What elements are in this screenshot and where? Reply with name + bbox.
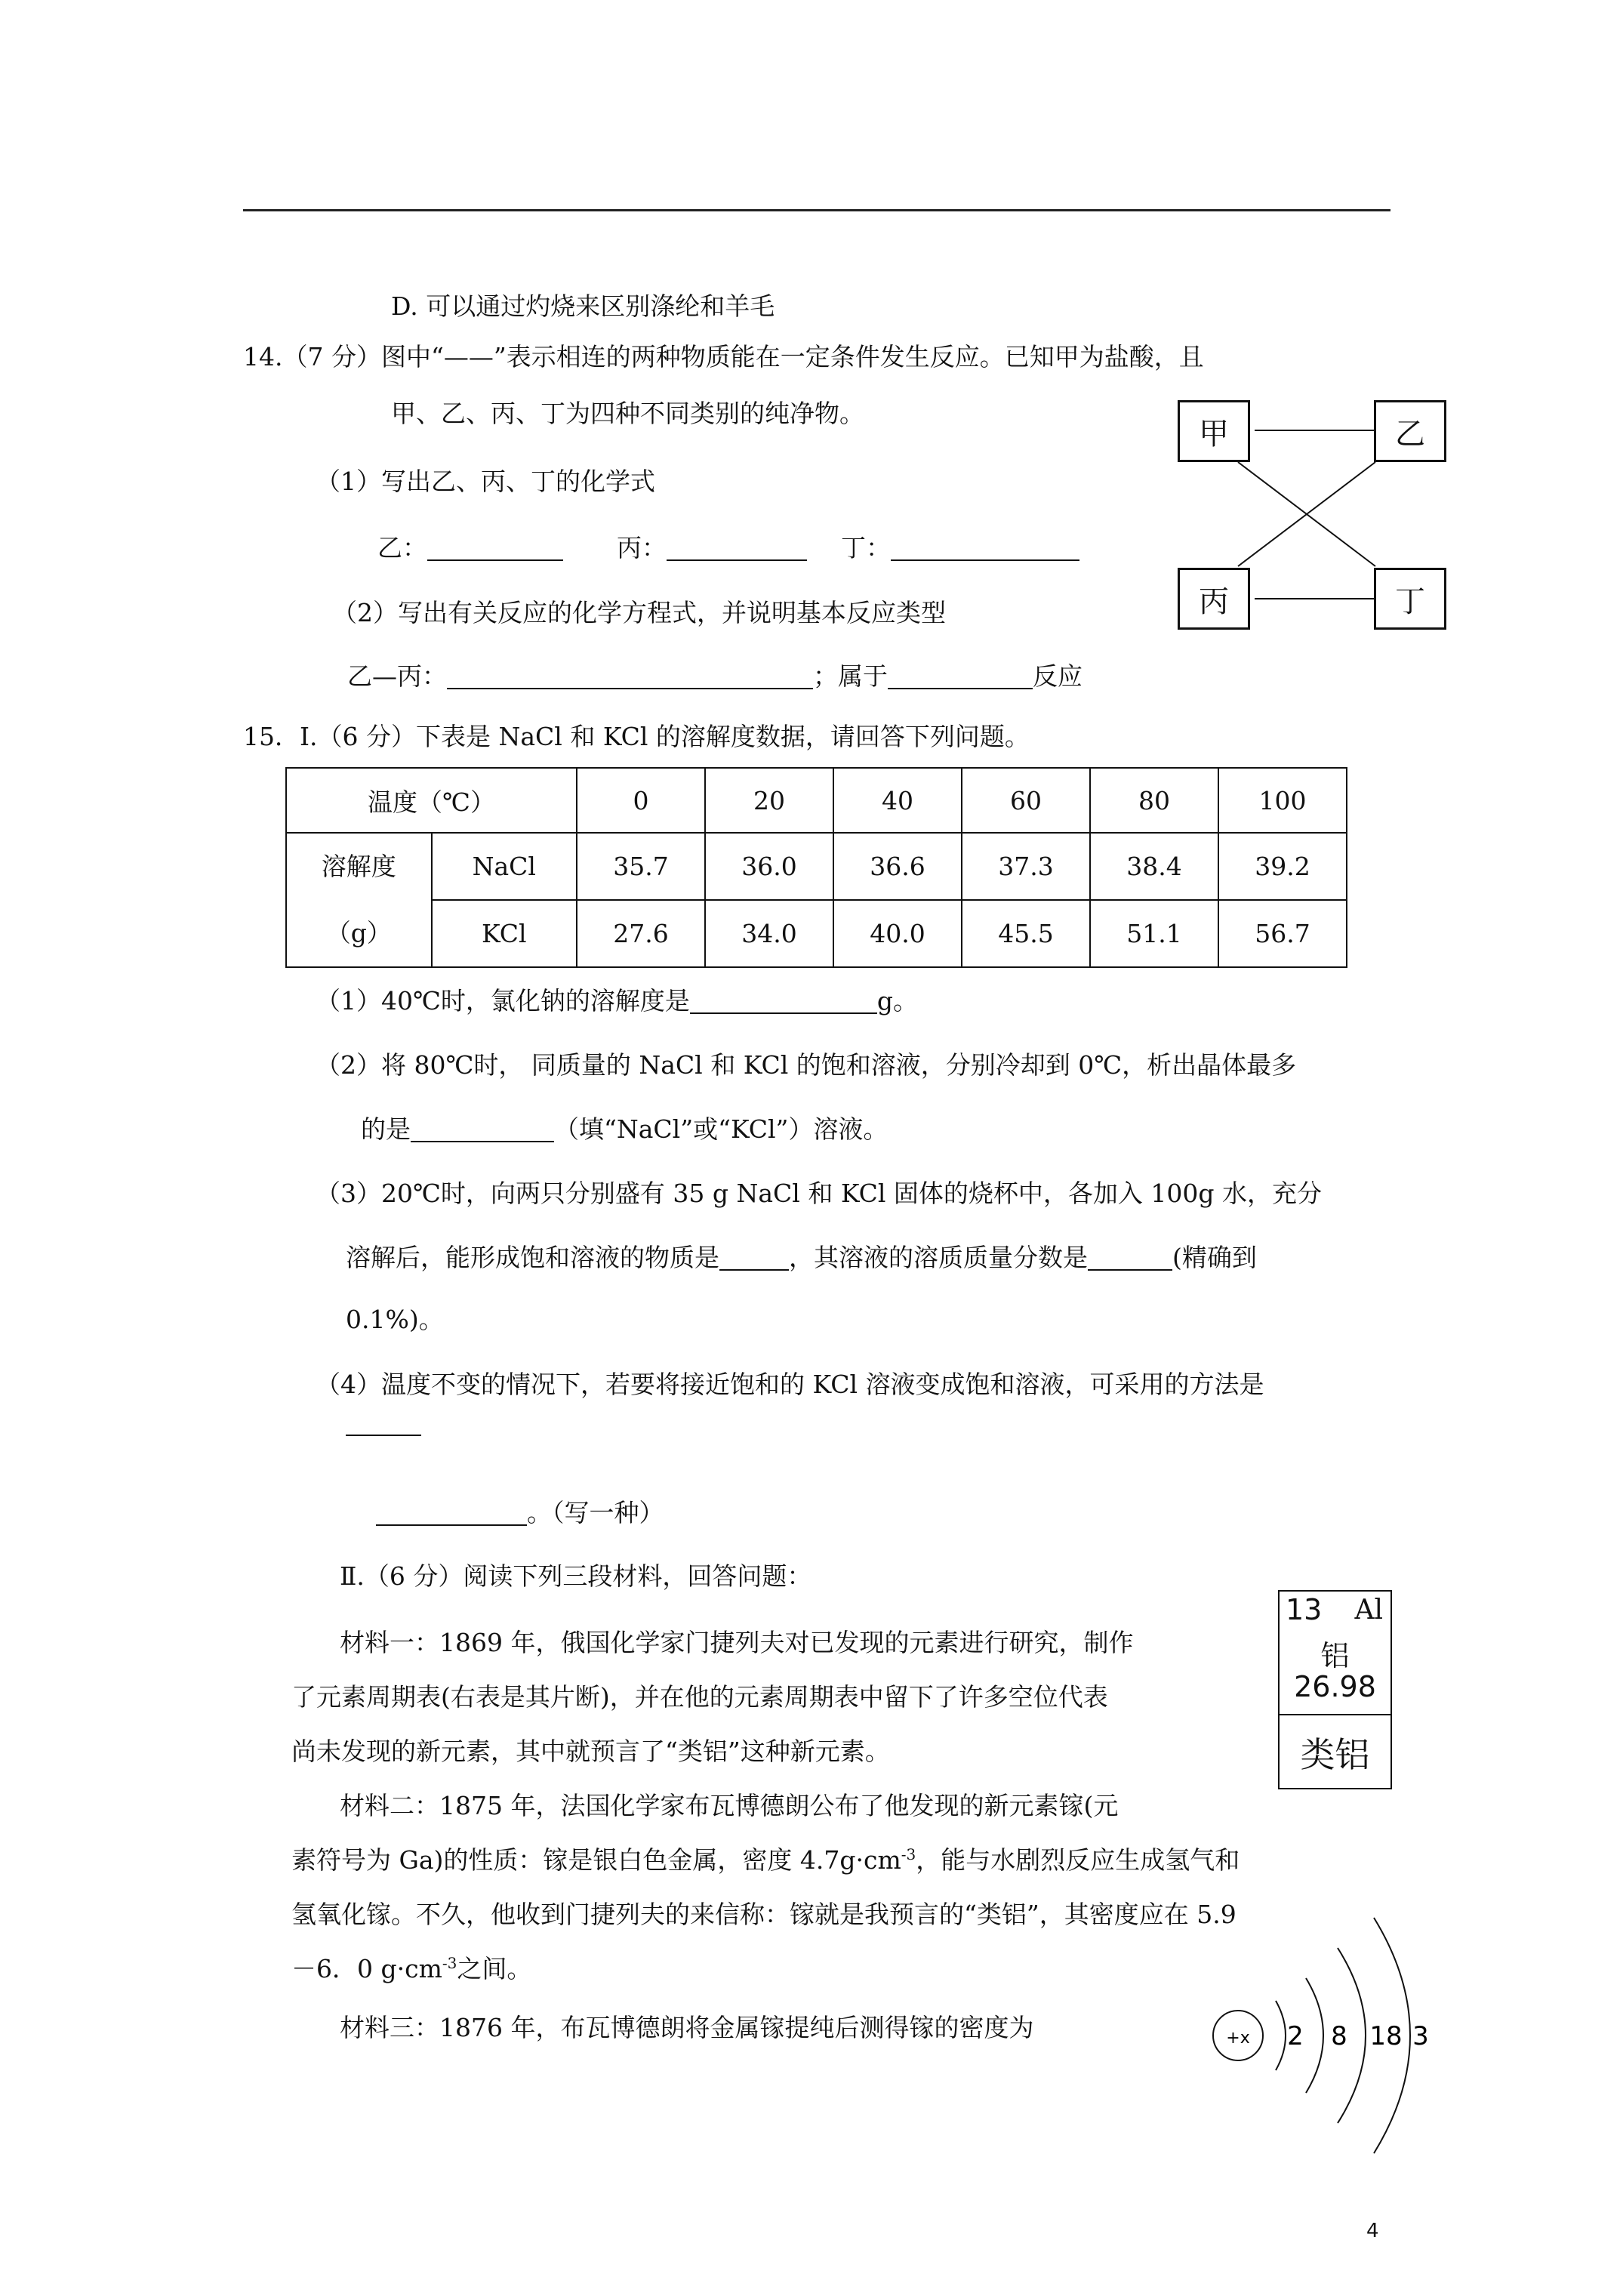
- shell-count: 8: [1331, 2021, 1347, 2051]
- kcl-cell: 40.0: [833, 900, 962, 967]
- eq-label: 乙—丙：: [347, 661, 447, 691]
- m1-line1: 材料一：1869 年，俄国化学家门捷列夫对已发现的元素进行研究，制作: [340, 1628, 1134, 1657]
- temp-header: 温度（℃）: [286, 768, 577, 833]
- shell-arc-2: [1306, 1978, 1323, 2093]
- kcl-cell: 34.0: [705, 900, 833, 967]
- m1-line2: 了元素周期表(右表是其片断)，并在他的元素周期表中留下了许多空位代表: [291, 1682, 1108, 1712]
- p3-substance-blank[interactable]: [719, 1244, 789, 1271]
- q15-part2: Ⅱ.（6 分）阅读下列三段材料，回答问题：: [340, 1561, 812, 1591]
- q15-p4a: （4）温度不变的情况下，若要将接近饱和的 KCl 溶液变成饱和溶液，可采用的方法是: [316, 1370, 1264, 1399]
- m2-line4-a: －6．0 g·cm: [291, 1954, 442, 1983]
- kcl-cell: 51.1: [1090, 900, 1218, 967]
- atom-structure-diagram: [1200, 1910, 1449, 2167]
- element-name: 铝: [1320, 1639, 1350, 1672]
- element-symbol: Al: [1354, 1595, 1383, 1626]
- m2-line3: 氢氧化镓。不久，他收到门捷列夫的来信称：镓就是我预言的“类铝”，其密度应在 5.9: [291, 1900, 1236, 1929]
- node-ding: 丁: [1374, 568, 1446, 630]
- q15-p1-text: （1）40℃时，氯化钠的溶解度是: [316, 986, 690, 1015]
- q15-p4-text: 。（写一种）: [527, 1498, 664, 1527]
- element-card: [1278, 1590, 1392, 1789]
- p3-fraction-blank[interactable]: [1088, 1244, 1172, 1271]
- kcl-label: KCl: [432, 900, 577, 967]
- node-bing: 丙: [1178, 568, 1250, 630]
- temp-cell: 80: [1090, 768, 1218, 833]
- header-rule: [243, 209, 1390, 211]
- q15-p4b: [376, 1493, 664, 1529]
- m2-line2-a: 素符号为 Ga)的性质：镓是银白色金属，密度 4.7g·cm: [291, 1845, 901, 1875]
- q15-p1-unit: g。: [876, 986, 919, 1015]
- q15-p1: [316, 982, 918, 1017]
- page-number: 4: [1366, 2220, 1379, 2242]
- q15-p2a: （2）将 80℃时， 同质量的 NaCl 和 KCl 的饱和溶液，分别冷却到 0℃，析出晶体最多: [316, 1050, 1297, 1080]
- q15-p3-text: 溶解后，能形成饱和溶液的物质是: [346, 1243, 719, 1272]
- node-jia: 甲: [1178, 400, 1250, 462]
- m2-line2: [291, 1841, 1240, 1876]
- temp-cell: 60: [962, 768, 1090, 833]
- nacl-label: NaCl: [432, 833, 577, 900]
- solubility-label: [286, 833, 432, 967]
- nacl-cell: 36.6: [833, 833, 962, 900]
- q15-p3-text-mid: ，其溶液的溶质质量分数是: [789, 1243, 1088, 1272]
- p2-blank[interactable]: [411, 1115, 554, 1142]
- yi-blank[interactable]: [427, 534, 563, 561]
- nacl-cell: 39.2: [1218, 833, 1347, 900]
- temp-cell: 0: [577, 768, 705, 833]
- q13-option-d: D. 可以通过灼烧来区别涤纶和羊毛: [391, 291, 775, 321]
- shell-count: 18: [1369, 2021, 1403, 2051]
- q15-p3e: 0.1%)。: [346, 1305, 444, 1334]
- solubility-table: [285, 767, 1347, 968]
- element-number: 13: [1286, 1593, 1323, 1626]
- m2-line1: 材料二：1875 年，法国化学家布瓦博德朗公布了他发现的新元素镓(元: [340, 1791, 1119, 1820]
- p4-blank[interactable]: [376, 1499, 527, 1526]
- q14-equation-line: [347, 657, 1083, 692]
- m3-line1: 材料三：1876 年，布瓦博德朗将金属镓提纯后测得镓的密度为: [340, 2013, 1034, 2042]
- p1-blank[interactable]: [690, 987, 877, 1014]
- q14-sub2: （2）写出有关反应的化学方程式，并说明基本反应类型: [332, 598, 946, 627]
- node-yi: 乙: [1374, 400, 1446, 462]
- m2-line4-sup: -3: [442, 1954, 457, 1972]
- shell-count: 3: [1412, 2021, 1429, 2051]
- equation-blank[interactable]: [447, 662, 813, 689]
- kcl-cell: 45.5: [962, 900, 1090, 967]
- temp-cell: 20: [705, 768, 833, 833]
- element-predicted: 类铝: [1300, 1734, 1370, 1775]
- q15-p3a: （3）20℃时，向两只分别盛有 35 g NaCl 和 KCl 固体的烧杯中，各加入 100g 水，充分: [316, 1179, 1322, 1208]
- nacl-cell: 37.3: [962, 833, 1090, 900]
- m1-line3: 尚未发现的新元素，其中就预言了“类铝”这种新元素。: [291, 1737, 890, 1766]
- shell-count: 2: [1287, 2021, 1304, 2051]
- m2-line4-b: 之间。: [457, 1954, 532, 1983]
- m2-line2-sup: -3: [901, 1845, 916, 1863]
- q14-formula-line: [377, 529, 1079, 564]
- yi-label: 乙：: [377, 533, 427, 562]
- q15-p2-text-end: （填“NaCl”或“KCl”）溶液。: [554, 1114, 888, 1144]
- q15-intro: 15．Ⅰ.（6 分）下表是 NaCl 和 KCl 的溶解度数据，请回答下列问题。: [243, 722, 1030, 751]
- q15-p3b: [346, 1238, 1257, 1274]
- reaction-type-blank[interactable]: [888, 662, 1033, 689]
- temp-cell: 40: [833, 768, 962, 833]
- kcl-cell: 27.6: [577, 900, 705, 967]
- q15-p3-text-end: (精确到: [1172, 1243, 1257, 1272]
- nacl-cell: 36.0: [705, 833, 833, 900]
- m2-line4: [291, 1949, 531, 1985]
- m2-line2-b: ，能与水剧烈反应生成氢气和: [916, 1845, 1240, 1875]
- element-divider: [1280, 1714, 1390, 1715]
- q14-line2: 甲、乙、丙、丁为四种不同类别的纯净物。: [391, 399, 864, 428]
- ding-blank[interactable]: [891, 534, 1079, 561]
- q15-p2b: [361, 1110, 888, 1145]
- p4-blank-short[interactable]: [346, 1435, 421, 1436]
- solubility-label-unit: （g）: [325, 918, 392, 948]
- nacl-cell: 38.4: [1090, 833, 1218, 900]
- nucleus-charge: +x: [1226, 2029, 1250, 2048]
- q14-line1: 14.（7 分）图中“——”表示相连的两种物质能在一定条件发生反应。已知甲为盐酸，且: [243, 342, 1204, 371]
- shell-arc-1: [1276, 2001, 1286, 2070]
- ding-label: 丁：: [841, 533, 891, 562]
- eq-end: 反应: [1033, 661, 1083, 691]
- bing-blank[interactable]: [667, 534, 807, 561]
- solubility-label-top: 溶解度: [321, 852, 396, 881]
- temp-cell: 100: [1218, 768, 1347, 833]
- element-mass: 26.98: [1294, 1670, 1376, 1703]
- eq-mid: ；属于: [813, 661, 888, 691]
- bing-label: 丙：: [617, 533, 667, 562]
- q14-sub1: （1）写出乙、丙、丁的化学式: [316, 467, 655, 496]
- nacl-cell: 35.7: [577, 833, 705, 900]
- q15-p2-text: 的是: [361, 1114, 411, 1144]
- kcl-cell: 56.7: [1218, 900, 1347, 967]
